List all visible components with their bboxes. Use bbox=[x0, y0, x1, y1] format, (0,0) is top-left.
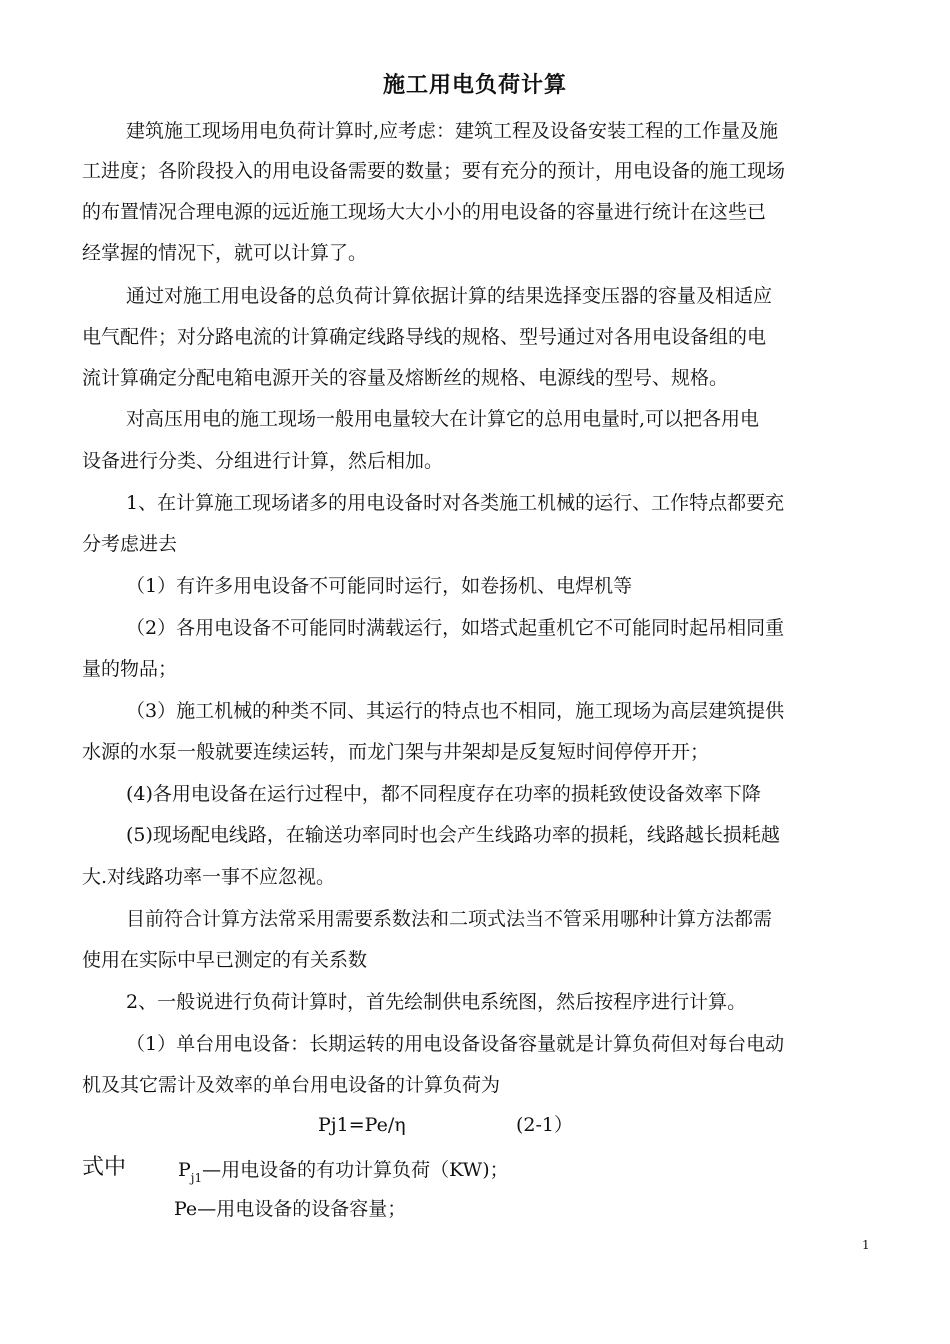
formula-expression: Pj1=Pe/η bbox=[318, 1114, 406, 1136]
where-label: 式中 bbox=[82, 1155, 127, 1180]
paragraph-line: （1）单台用电设备：长期运转的用电设备设备容量就是计算负荷但对每台电动 bbox=[126, 1033, 785, 1055]
symbol: Pe bbox=[174, 1198, 198, 1220]
symbol: P bbox=[178, 1159, 191, 1181]
definition: —用电设备的有功计算负荷（KW)； bbox=[202, 1159, 509, 1181]
formula-number: (2-1） bbox=[516, 1114, 574, 1136]
paragraph-line: 1、在计算施工现场诸多的用电设备时对各类施工机械的运行、工作特点都要充 bbox=[126, 492, 785, 514]
list-item-line: (5)现场配电线路，在输送功率同时也会产生线路功率的损耗，线路越长损耗越 bbox=[126, 824, 780, 846]
list-item-line: （3）施工机械的种类不同、其运行的特点也不相同，施工现场为高层建筑提供 bbox=[126, 700, 785, 722]
page-number: 1 bbox=[862, 1238, 870, 1252]
list-item-line: (4)各用电设备在运行过程中，都不同程度存在功率的损耗致使设备效率下降 bbox=[126, 783, 761, 805]
page-title: 施工用电负荷计算 bbox=[382, 72, 567, 98]
symbol-subscript: j1 bbox=[190, 1171, 203, 1185]
paragraph-line: 目前符合计算方法常采用需要系数法和二项式法当不管采用哪种计算方法都需 bbox=[126, 908, 773, 930]
list-item-line: 水源的水泵一般就要连续运转，而龙门架与井架却是反复短时间停停开开； bbox=[82, 741, 710, 763]
paragraph-line: 建筑施工现场用电负荷计算时,应考虑：建筑工程及设备安装工程的工作量及施 bbox=[126, 120, 779, 142]
paragraph-line: 使用在实际中早已测定的有关系数 bbox=[82, 949, 368, 971]
list-item-line: （2）各用电设备不可能同时满载运行，如塔式起重机它不可能同时起吊相同重 bbox=[126, 617, 785, 639]
paragraph-line: 设备进行分类、分组进行计算，然后相加。 bbox=[82, 450, 444, 472]
paragraph-line: 工进度；各阶段投入的用电设备需要的数量；要有充分的预计，用电设备的施工现场 bbox=[82, 160, 786, 182]
list-item-line: 大.对线路功率一事不应忽视。 bbox=[82, 866, 336, 888]
paragraph-line: 的布置情况合理电源的远近施工现场大大小小的用电设备的容量进行统计在这些已 bbox=[82, 201, 767, 223]
paragraph-line: 对高压用电的施工现场一般用电量较大在计算它的总用电量时,可以把各用电 bbox=[126, 408, 760, 430]
paragraph-line: 通过对施工用电设备的总负荷计算依据计算的结果选择变压器的容量及相适应 bbox=[126, 285, 773, 307]
definition: —用电设备的设备容量； bbox=[197, 1198, 407, 1220]
paragraph-line: 2、一般说进行负荷计算时，首先绘制供电系统图，然后按程序进行计算。 bbox=[126, 991, 747, 1013]
list-item-line: 量的物品； bbox=[82, 658, 178, 680]
paragraph-line: 流计算确定分配电箱电源开关的容量及熔断丝的规格、电源线的型号、规格。 bbox=[82, 367, 729, 389]
where-item bbox=[174, 1196, 406, 1222]
paragraph-line: 电气配件；对分路电流的计算确定线路导线的规格、型号通过对各用电设备组的电 bbox=[82, 326, 767, 348]
paragraph-line: 分考虑进去 bbox=[82, 533, 178, 555]
where-item bbox=[178, 1157, 509, 1191]
paragraph-line: 机及其它需计及效率的单台用电设备的计算负荷为 bbox=[82, 1074, 501, 1096]
paragraph-line: 经掌握的情况下，就可以计算了。 bbox=[82, 242, 368, 264]
list-item-line: （1）有许多用电设备不可能同时运行，如卷扬机、电焊机等 bbox=[126, 575, 633, 597]
